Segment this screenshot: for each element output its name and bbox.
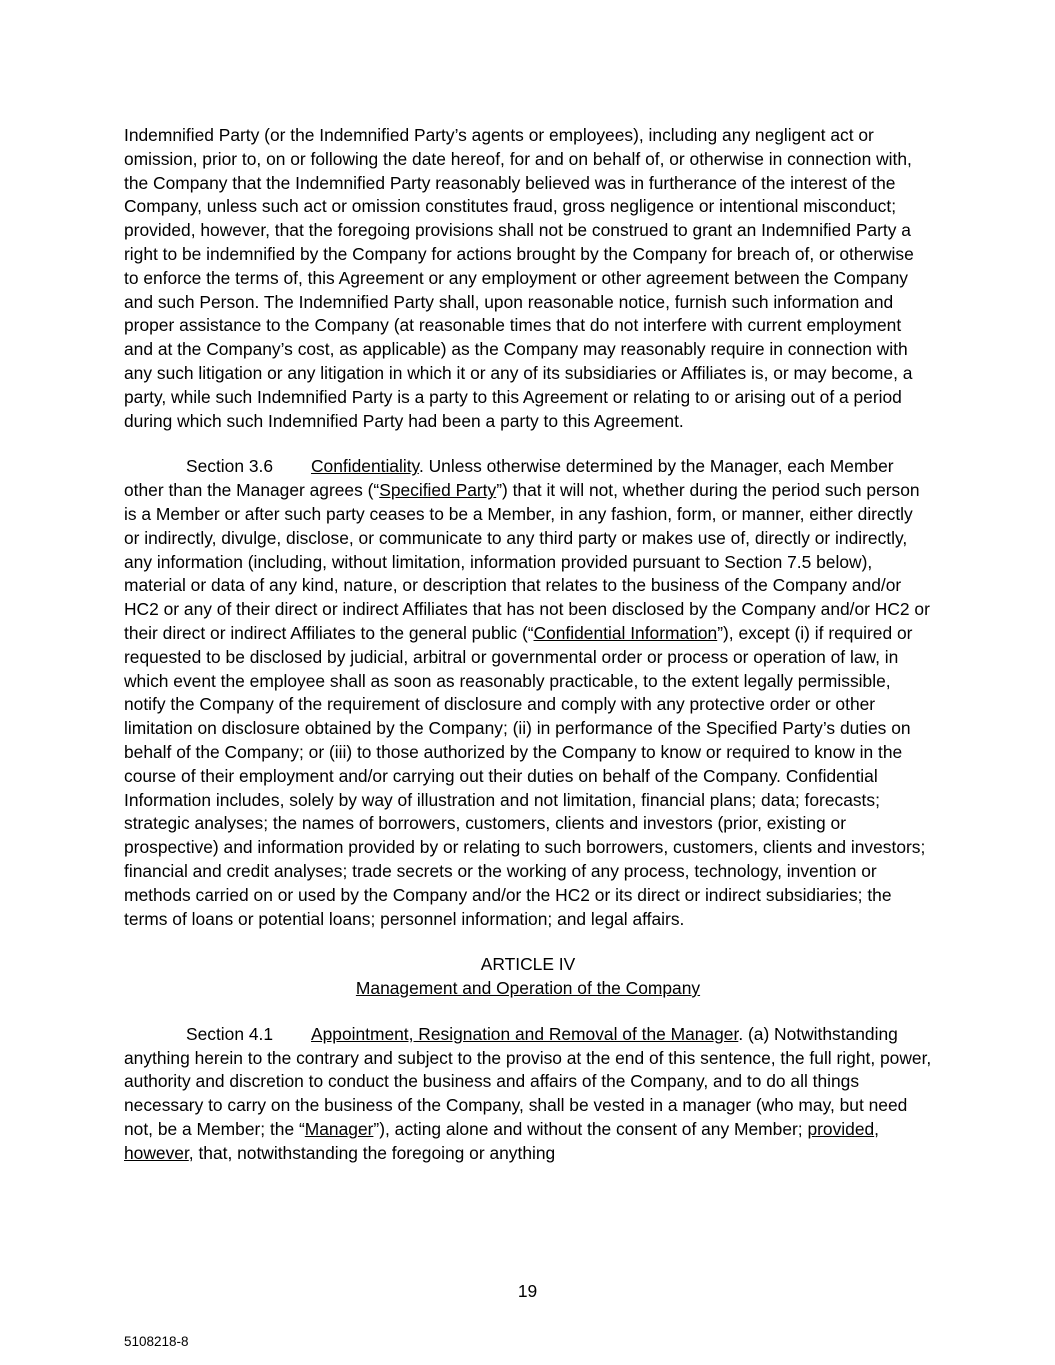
section-4-1-text-a: . (a) Notwithstanding anything herein to the contrary and subject to the proviso at the end of this sentence, the full right, power, authority and discretion to conduct the business and affairs of the Company, and to do all things necessary to carry on the business of the Company, shall be vested in a manager (who may, but need not, be a Member; the “ — [124, 1023, 932, 1140]
section-3-6-title: Confidentiality — [311, 456, 419, 477]
section-4-1-text-c: , — [874, 1119, 880, 1140]
article-iv-heading-block — [124, 953, 932, 1001]
specified-party-term: Specified Party — [379, 480, 497, 501]
section-3-6-text-a: . Unless otherwise determined by the Manager, each Member other than the Manager agrees (“ — [124, 456, 894, 501]
manager-term: Manager — [304, 1119, 374, 1140]
section-4-1-title: Appointment, Resignation and Removal of the Manager — [311, 1023, 739, 1044]
provided-term: provided — [807, 1119, 875, 1140]
however-term: however — [124, 1142, 189, 1163]
indemnification-paragraph: Indemnified Party (or the Indemnified Party’s agents or employees), including any negligent act or omission, prior to, on or following the date hereof, for and on behalf of, or otherwise in connection with, the Company that the Indemnified Party reasonably believed was in furtherance of the interest of the Company, unless such act or omission constitutes fraud, gross negligence or intentional misconduct; provided, however, that the foregoing provisions shall not be construed to grant an Indemnified Party a right to be indemnified by the Company for actions brought by the Company for breach of, or otherwise to enforce the terms of, this Agreement or any employment or other agreement between the Company and such Person. The Indemnified Party shall, upon reasonable notice, furnish such information and proper assistance to the Company (at reasonable times that do not interfere with current employment and at the Company’s cost, as applicable) as the Company may reasonably require in connection with any such litigation or any litigation in which it or any of its subsidiaries or Affiliates is, or may become, a party, while such Indemnified Party is a party to this Agreement or relating to or arising out of a period during which such Indemnified Party had been a party to this Agreement. — [124, 125, 914, 431]
section-3-6-text-c: ”), except (i) if required or requested to be disclosed by judicial, arbitral or governmental order or process or operation of law, in which event the employee shall as soon as reasonably practicable, to the extent legally permissible, notify the Company of the requirement of disclosure and comply with any protective order or other limitation on disclosure obtained by the Company; (ii) in performance of the Specified Party’s duties on behalf of the Company; or (iii) to those authorized by the Company to know or required to know in the course of their employment and/or carrying out their duties on behalf of the Company. Confidential Information includes, solely by way of illustration and not limitation, financial plans; data; forecasts; strategic analyses; the names of borrowers, customers, clients and investors (prior, existing or prospective) and information provided by or relating to such borrowers, customers, clients and investors; financial and credit analyses; trade secrets or the working of any process, technology, invention or methods carried on or used by the Company and/or the HC2 or its direct or indirect subsidiaries; the terms of loans or potential loans; personnel information; and legal affairs. — [124, 622, 926, 929]
section-3-6-paragraph — [124, 455, 932, 931]
section-4-1-number: Section 4.1 — [186, 1023, 274, 1044]
section-4-1-text-b: ”), acting alone and without the consent of any Member; — [373, 1119, 808, 1140]
article-heading: ARTICLE IV — [480, 954, 576, 975]
section-3-6-text-b: ”) that it will not, whether during the period such person is a Member or after such party ceases to be a Member, in any fashion, form, or manner, either directly or indirectly, divulge, disclose, or communicate to any third party or makes use of, directly or indirectly, any information (including, without limitation, information provided pursuant to Section 7.5 below), material or data of any kind, nature, or description that relates to the business of the Company and/or HC2 or any of their direct or indirect Affiliates that has not been disclosed by the Company and/or HC2 or their direct or indirect Affiliates to the general public (“ — [124, 480, 930, 643]
document-body — [124, 124, 932, 1188]
article-subheading: Management and Operation of the Company — [355, 978, 701, 999]
section-4-1-paragraph — [124, 1023, 932, 1166]
section-3-6-number: Section 3.6 — [186, 456, 274, 477]
page-number: 19 — [517, 1281, 538, 1301]
section-4-1-text-d: , that, notwithstanding the foregoing or anything — [188, 1142, 556, 1163]
document-id: 5108218-8 — [124, 1334, 189, 1349]
confidential-information-term: Confidential Information — [533, 622, 718, 643]
